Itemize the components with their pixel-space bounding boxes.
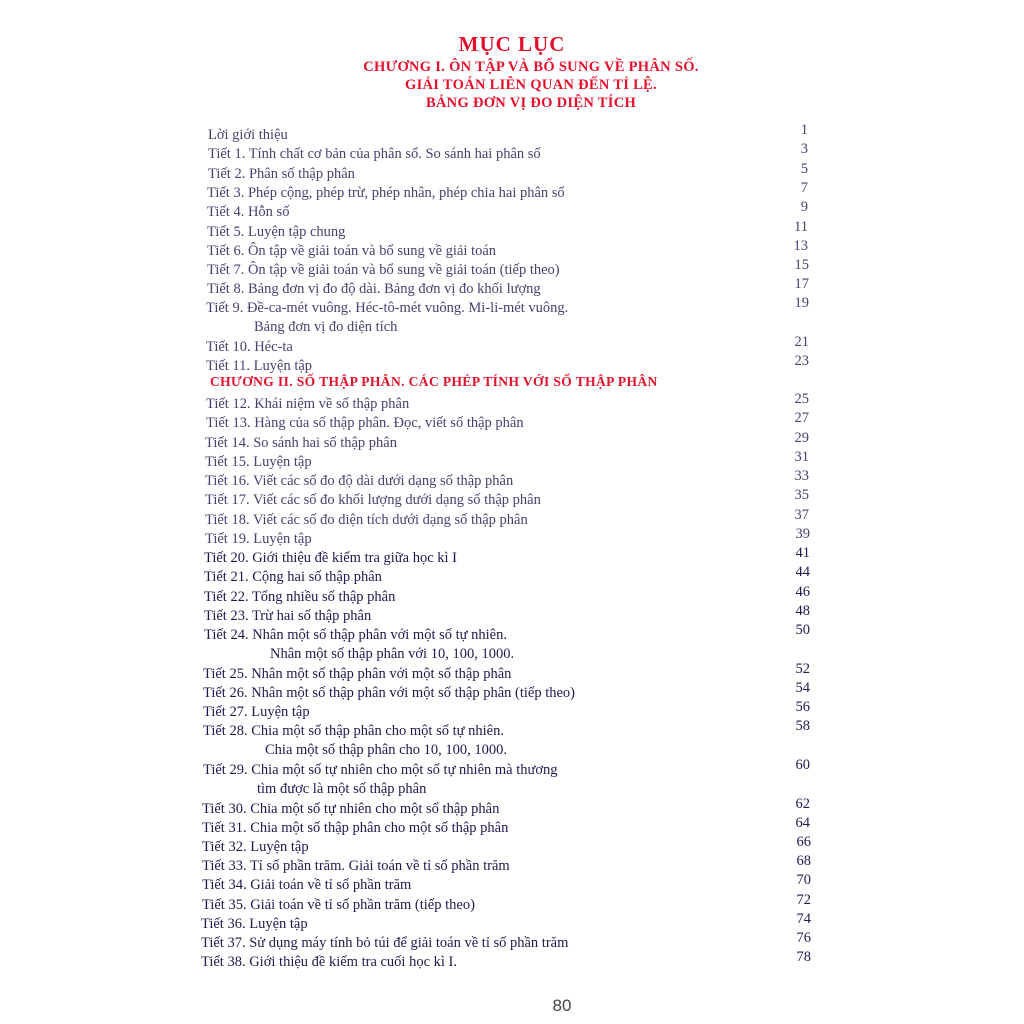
toc-entry-page: 7 [800,180,808,196]
toc-entry-label: Tiết 13. Hàng của số thập phân. Đọc, viết số thập phân [206,415,524,431]
page-number: 80 [552,996,572,1015]
toc-entry-page: 11 [794,219,808,235]
toc-entry-label: Lời giới thiệu [208,127,288,143]
toc-entry-continuation: Chia một số thập phân cho 10, 100, 1000. [265,742,508,758]
toc-entry-page: 50 [795,622,810,638]
toc-entry-label: Tiết 28. Chia một số thập phân cho một số tự nhiên. [203,723,504,739]
toc-entry-page: 13 [793,238,808,254]
toc-entry [0,526,1024,550]
toc-entry-label: Tiết 3. Phép cộng, phép trừ, phép nhân, phép chia hai phân số [207,185,565,201]
toc-entry-label: Tiết 35. Giải toán về tỉ số phần trăm (tiếp theo) [202,897,475,913]
toc-entry-page: 74 [796,911,811,927]
toc-entry-page: 66 [796,834,811,850]
toc-entry [0,161,1024,185]
toc-entry-label: Tiết 9. Đề-ca-mét vuông. Héc-tô-mét vuông. Mi-li-mét vuông. [206,300,569,316]
toc-entry-label: Tiết 24. Nhân một số thập phân với một số tự nhiên. [204,627,507,643]
toc-entry-page: 19 [794,295,809,311]
toc-entry-page: 3 [800,141,808,157]
toc-entry [0,661,1024,685]
toc-entry [0,757,1024,797]
toc-entry-label: Tiết 30. Chia một số tự nhiên cho một số thập phân [202,801,500,817]
toc-entry [0,853,1024,877]
toc-entry-label: Tiết 26. Nhân một số thập phân với một số thập phân (tiếp theo) [203,685,576,701]
toc-entry-page: 58 [795,718,810,734]
toc-entry-page: 64 [795,815,810,831]
toc-entry [0,680,1024,704]
chapter-1-line: BẢNG ĐƠN VỊ ĐO DIỆN TÍCH [425,95,637,111]
toc-entry [0,911,1024,935]
toc-entry-page: 60 [795,757,810,773]
toc-entry-page: 70 [796,872,811,888]
toc-entry [0,718,1024,758]
toc-entry-label: Tiết 14. So sánh hai số thập phân [205,435,397,451]
toc-entry-page: 9 [800,199,808,215]
toc-entry-label: Tiết 5. Luyện tập chung [207,224,346,240]
toc-entry [0,353,1024,377]
toc-entry-label: Tiết 16. Viết các số đo độ dài dưới dạng số thập phân [205,473,514,489]
toc-entry-label: Tiết 23. Trừ hai số thập phân [204,608,372,624]
toc-entry-page: 17 [794,276,809,292]
toc-entry-label: Tiết 29. Chia một số tự nhiên cho một số tự nhiên mà thương [203,762,558,778]
toc-entry-label: Tiết 10. Héc-ta [206,339,293,355]
toc-entry [0,930,1024,954]
toc-entry-page: 25 [794,391,809,407]
toc-entry-page: 44 [795,564,810,580]
toc-entry [0,872,1024,896]
toc-entry [0,199,1024,223]
toc-entry-label: Tiết 8. Bảng đơn vị đo độ dài. Bảng đơn vị đo khối lượng [207,281,541,297]
toc-entry [0,796,1024,820]
toc-entry-label: Tiết 32. Luyện tập [202,839,309,855]
toc-entry [0,295,1024,335]
toc-entry-label: Tiết 17. Viết các số đo khối lượng dưới dạng số thập phân [205,492,541,508]
toc-entry-page: 48 [795,603,810,619]
toc-entry [0,603,1024,627]
chapter-1-line: GIẢI TOÁN LIÊN QUAN ĐẾN TỈ LỆ. [405,77,657,93]
toc-entry-label: Tiết 11. Luyện tập [206,358,313,374]
toc-entry-label: Tiết 4. Hỗn số [207,204,290,220]
toc-entry-page: 54 [795,680,810,696]
toc-entry-page: 35 [794,487,809,503]
toc-entry [0,410,1024,434]
toc-entry-page: 52 [795,661,810,677]
toc-entry-page: 33 [794,468,809,484]
toc-entry [0,334,1024,358]
toc-entry-label: Tiết 19. Luyện tập [205,531,312,547]
toc-entry-page: 37 [794,507,809,523]
chapter-1-line: CHƯƠNG I. ÔN TẬP VÀ BỔ SUNG VỀ PHÂN SỐ. [363,59,699,75]
toc-entry-page: 31 [794,449,809,465]
toc-entry-page: 41 [795,545,810,561]
toc-entry [0,834,1024,858]
toc-title: MỤC LỤC [458,32,566,56]
toc-entry-page: 29 [794,430,809,446]
toc-entry-label: Tiết 20. Giới thiệu đề kiểm tra giữa học kì I [204,550,457,566]
toc-entry-label: Tiết 33. Tỉ số phần trăm. Giải toán về tỉ số phần trăm [202,858,510,874]
toc-entry [0,815,1024,839]
toc-entry-page: 27 [794,410,809,426]
toc-entry [0,468,1024,492]
toc-entry [0,892,1024,916]
toc-entry-page: 76 [796,930,811,946]
toc-entry [0,699,1024,723]
toc-entry [0,391,1024,415]
toc-entry [0,564,1024,588]
toc-entry-label: Tiết 27. Luyện tập [203,704,310,720]
toc-entry [0,141,1024,165]
toc-entry-continuation: Nhân một số thập phân với 10, 100, 1000. [270,646,515,662]
toc-entry-page: 62 [795,796,810,812]
toc-entry-label: Tiết 7. Ôn tập về giải toán và bổ sung về giải toán (tiếp theo) [207,262,560,278]
toc-entry-label: Tiết 21. Cộng hai số thập phân [204,569,382,585]
chapter-2-heading: CHƯƠNG II. SỐ THẬP PHÂN. CÁC PHÉP TÍNH VỚI SỐ THẬP PHÂN [210,374,658,389]
toc-entry-page: 46 [795,584,810,600]
toc-entry-page: 15 [794,257,809,273]
toc-entry-label: Tiết 36. Luyện tập [201,916,308,932]
toc-entry [0,584,1024,608]
toc-entry-label: Tiết 15. Luyện tập [205,454,312,470]
toc-entry-page: 5 [800,161,808,177]
toc-entry-page: 1 [800,122,808,138]
toc-entry [0,257,1024,281]
toc-entry-continuation: Bảng đơn vị đo diện tích [254,319,398,335]
toc-entry-page: 21 [794,334,809,350]
toc-entry-continuation: tìm được là một số thập phân [257,781,427,797]
toc-entry-page: 39 [795,526,810,542]
toc-entry [0,487,1024,511]
toc-entry [0,238,1024,262]
toc-entry-label: Tiết 37. Sử dụng máy tính bỏ túi để giải toán về tỉ số phần trăm [201,935,569,951]
toc-entry-label: Tiết 6. Ôn tập về giải toán và bổ sung về giải toán [207,243,497,259]
toc-entry-page: 23 [794,353,809,369]
toc-entry-page: 56 [795,699,810,715]
toc-entry-label: Tiết 2. Phân số thập phân [208,166,355,182]
toc-entry-label: Tiết 38. Giới thiệu đề kiểm tra cuối học kì I. [201,954,458,970]
toc-entry [0,180,1024,204]
toc-entry-page: 78 [796,949,811,965]
toc-entry-page: 68 [796,853,811,869]
toc-entry [0,276,1024,300]
toc-entry [0,449,1024,473]
toc-entry-label: Tiết 1. Tính chất cơ bản của phân số. So sánh hai phân số [208,146,541,162]
toc-entry [0,507,1024,531]
toc-entry [0,949,1024,973]
toc-entry-label: Tiết 31. Chia một số thập phân cho một số thập phân [202,820,509,836]
toc-entry-label: Tiết 18. Viết các số đo diện tích dưới dạng số thập phân [205,512,528,528]
toc-entry-label: Tiết 12. Khái niệm về số thập phân [206,396,410,412]
toc-entry-label: Tiết 22. Tổng nhiều số thập phân [204,589,396,605]
toc-entry [0,622,1024,662]
toc-entry [0,122,1024,146]
toc-entry-page: 72 [796,892,811,908]
toc-entry [0,430,1024,454]
toc-entry-label: Tiết 25. Nhân một số thập phân với một số thập phân [203,666,512,682]
toc-entry [0,545,1024,569]
toc-entry-label: Tiết 34. Giải toán về tỉ số phần trăm [202,877,412,893]
toc-entry [0,219,1024,243]
